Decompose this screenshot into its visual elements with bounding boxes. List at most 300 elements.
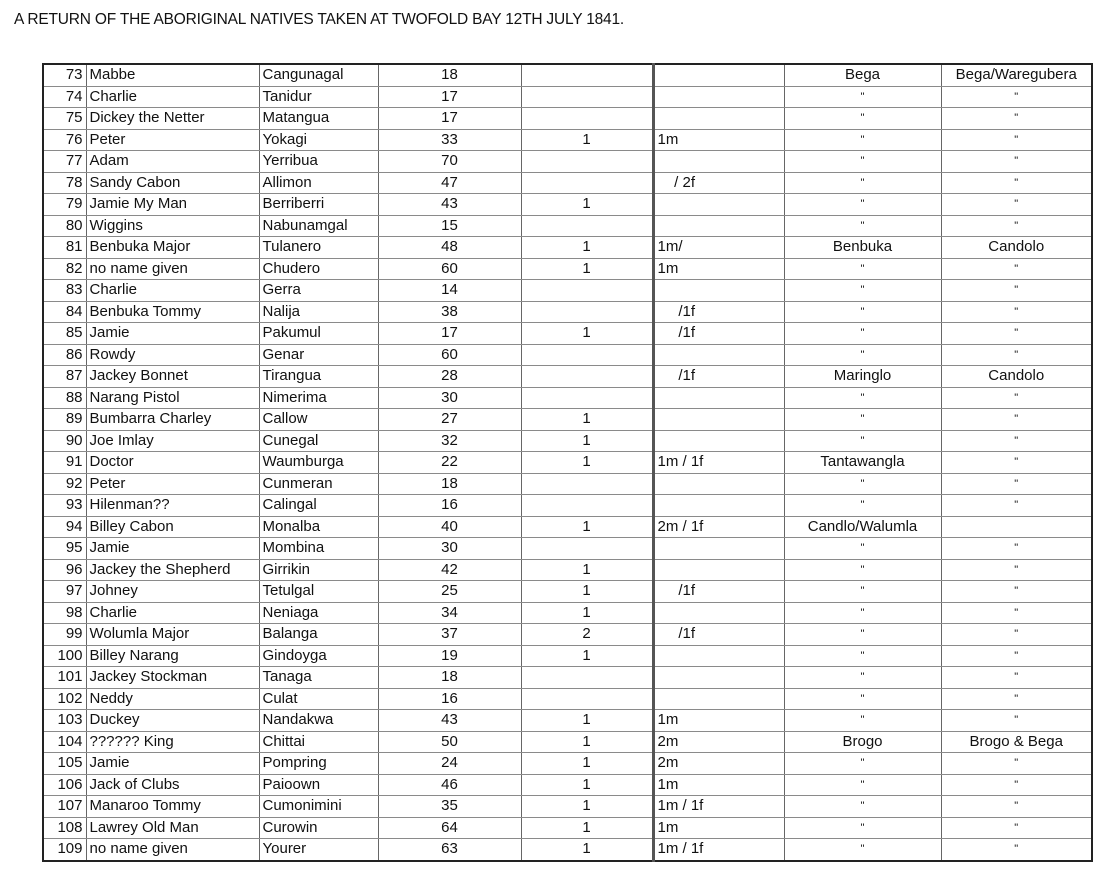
english-name-cell: Neddy [86, 688, 259, 710]
place-cell: " [784, 129, 941, 151]
entry-number-cell: 76 [43, 129, 86, 151]
table-row [43, 258, 1092, 280]
age-cell: 43 [378, 194, 521, 216]
age-cell: 25 [378, 581, 521, 603]
wives-cell [521, 64, 653, 86]
place-cell: " [784, 86, 941, 108]
entry-number-cell: 106 [43, 774, 86, 796]
entry-number-cell: 103 [43, 710, 86, 732]
english-name-cell: Charlie [86, 280, 259, 302]
table-row [43, 839, 1092, 861]
age-cell: 70 [378, 151, 521, 173]
native-name-cell: Genar [259, 344, 378, 366]
table-row [43, 344, 1092, 366]
wives-cell [521, 495, 653, 517]
age-cell: 14 [378, 280, 521, 302]
table-row [43, 753, 1092, 775]
district-cell: Bega/Waregubera [941, 64, 1092, 86]
age-cell: 46 [378, 774, 521, 796]
place-cell: " [784, 688, 941, 710]
wives-cell: 1 [521, 839, 653, 861]
wives-cell: 1 [521, 430, 653, 452]
english-name-cell: Jackey Stockman [86, 667, 259, 689]
native-name-cell: Tirangua [259, 366, 378, 388]
place-cell: " [784, 344, 941, 366]
entry-number-cell: 85 [43, 323, 86, 345]
wives-cell: 2 [521, 624, 653, 646]
children-cell: 1m/ [653, 237, 784, 259]
entry-number-cell: 88 [43, 387, 86, 409]
age-cell: 63 [378, 839, 521, 861]
page-title: A RETURN OF THE ABORIGINAL NATIVES TAKEN AT TWOFOLD BAY 12TH JULY 1841. [14, 11, 625, 28]
district-cell: " [941, 473, 1092, 495]
entry-number-cell: 101 [43, 667, 86, 689]
place-cell: " [784, 280, 941, 302]
english-name-cell: Duckey [86, 710, 259, 732]
entry-number-cell: 90 [43, 430, 86, 452]
wives-cell: 1 [521, 817, 653, 839]
wives-cell [521, 301, 653, 323]
children-cell [653, 215, 784, 237]
age-cell: 18 [378, 64, 521, 86]
age-cell: 28 [378, 366, 521, 388]
age-cell: 38 [378, 301, 521, 323]
children-cell: /1f [653, 366, 784, 388]
entry-number-cell: 74 [43, 86, 86, 108]
wives-cell: 1 [521, 323, 653, 345]
english-name-cell: ?????? King [86, 731, 259, 753]
place-cell: " [784, 796, 941, 818]
place-cell: " [784, 581, 941, 603]
age-cell: 32 [378, 430, 521, 452]
table-row [43, 280, 1092, 302]
place-cell: " [784, 301, 941, 323]
english-name-cell: Sandy Cabon [86, 172, 259, 194]
native-name-cell: Cunegal [259, 430, 378, 452]
children-cell: 1m [653, 129, 784, 151]
place-cell: " [784, 645, 941, 667]
wives-cell [521, 151, 653, 173]
age-cell: 24 [378, 753, 521, 775]
district-cell: Brogo & Bega [941, 731, 1092, 753]
table-row [43, 151, 1092, 173]
entry-number-cell: 99 [43, 624, 86, 646]
age-cell: 37 [378, 624, 521, 646]
entry-number-cell: 97 [43, 581, 86, 603]
place-cell: " [784, 559, 941, 581]
age-cell: 35 [378, 796, 521, 818]
native-name-cell: Paioown [259, 774, 378, 796]
english-name-cell: Benbuka Tommy [86, 301, 259, 323]
wives-cell [521, 108, 653, 130]
place-cell: " [784, 710, 941, 732]
place-cell: " [784, 151, 941, 173]
district-cell: " [941, 796, 1092, 818]
native-name-cell: Tulanero [259, 237, 378, 259]
entry-number-cell: 104 [43, 731, 86, 753]
age-cell: 50 [378, 731, 521, 753]
age-cell: 16 [378, 688, 521, 710]
english-name-cell: Doctor [86, 452, 259, 474]
wives-cell: 1 [521, 129, 653, 151]
english-name-cell: Manaroo Tommy [86, 796, 259, 818]
table-row [43, 237, 1092, 259]
entry-number-cell: 91 [43, 452, 86, 474]
table-row [43, 64, 1092, 86]
english-name-cell: Dickey the Netter [86, 108, 259, 130]
children-cell: 1m [653, 817, 784, 839]
native-name-cell: Chudero [259, 258, 378, 280]
age-cell: 15 [378, 215, 521, 237]
native-name-cell: Yourer [259, 839, 378, 861]
place-cell: " [784, 753, 941, 775]
wives-cell [521, 667, 653, 689]
age-cell: 64 [378, 817, 521, 839]
table-row [43, 710, 1092, 732]
age-cell: 17 [378, 323, 521, 345]
table-row [43, 387, 1092, 409]
table-row [43, 516, 1092, 538]
children-cell: 1m [653, 258, 784, 280]
district-cell: " [941, 387, 1092, 409]
children-cell: 1m [653, 710, 784, 732]
place-cell: " [784, 667, 941, 689]
entry-number-cell: 75 [43, 108, 86, 130]
native-name-cell: Allimon [259, 172, 378, 194]
english-name-cell: Jamie [86, 323, 259, 345]
place-cell: " [784, 495, 941, 517]
district-cell: " [941, 452, 1092, 474]
native-name-cell: Yerribua [259, 151, 378, 173]
children-cell [653, 86, 784, 108]
district-cell: " [941, 258, 1092, 280]
wives-cell [521, 344, 653, 366]
english-name-cell: Jackey Bonnet [86, 366, 259, 388]
native-name-cell: Tanidur [259, 86, 378, 108]
entry-number-cell: 81 [43, 237, 86, 259]
place-cell: " [784, 258, 941, 280]
entry-number-cell: 98 [43, 602, 86, 624]
place-cell: " [784, 538, 941, 560]
district-cell: " [941, 710, 1092, 732]
children-cell [653, 344, 784, 366]
wives-cell: 1 [521, 409, 653, 431]
age-cell: 16 [378, 495, 521, 517]
age-cell: 48 [378, 237, 521, 259]
english-name-cell: Jackey the Shepherd [86, 559, 259, 581]
native-name-cell: Pakumul [259, 323, 378, 345]
entry-number-cell: 92 [43, 473, 86, 495]
entry-number-cell: 108 [43, 817, 86, 839]
district-cell: " [941, 344, 1092, 366]
english-name-cell: Billey Narang [86, 645, 259, 667]
native-name-cell: Balanga [259, 624, 378, 646]
wives-cell [521, 280, 653, 302]
english-name-cell: Charlie [86, 602, 259, 624]
age-cell: 40 [378, 516, 521, 538]
native-name-cell: Gerra [259, 280, 378, 302]
native-name-cell: Girrikin [259, 559, 378, 581]
table-row [43, 215, 1092, 237]
table-row [43, 430, 1092, 452]
english-name-cell: Jamie [86, 753, 259, 775]
district-cell: " [941, 151, 1092, 173]
district-cell: " [941, 323, 1092, 345]
native-name-cell: Matangua [259, 108, 378, 130]
english-name-cell: Narang Pistol [86, 387, 259, 409]
entry-number-cell: 95 [43, 538, 86, 560]
table-row [43, 473, 1092, 495]
district-cell: " [941, 108, 1092, 130]
english-name-cell: Mabbe [86, 64, 259, 86]
english-name-cell: Bumbarra Charley [86, 409, 259, 431]
entry-number-cell: 78 [43, 172, 86, 194]
table-row [43, 194, 1092, 216]
wives-cell: 1 [521, 581, 653, 603]
age-cell: 30 [378, 538, 521, 560]
native-name-cell: Tanaga [259, 667, 378, 689]
native-name-cell: Waumburga [259, 452, 378, 474]
table-row [43, 108, 1092, 130]
age-cell: 33 [378, 129, 521, 151]
table-row [43, 409, 1092, 431]
entry-number-cell: 84 [43, 301, 86, 323]
place-cell: " [784, 430, 941, 452]
district-cell: " [941, 774, 1092, 796]
district-cell: " [941, 581, 1092, 603]
wives-cell: 1 [521, 796, 653, 818]
children-cell [653, 194, 784, 216]
district-cell: " [941, 538, 1092, 560]
table-row [43, 129, 1092, 151]
place-cell: " [784, 172, 941, 194]
table-row [43, 366, 1092, 388]
district-cell: " [941, 753, 1092, 775]
children-cell [653, 667, 784, 689]
district-cell: " [941, 129, 1092, 151]
children-cell [653, 473, 784, 495]
place-cell: " [784, 215, 941, 237]
table-row [43, 559, 1092, 581]
entry-number-cell: 93 [43, 495, 86, 517]
age-cell: 18 [378, 473, 521, 495]
english-name-cell: Joe Imlay [86, 430, 259, 452]
children-cell [653, 108, 784, 130]
table-row [43, 688, 1092, 710]
place-cell: Brogo [784, 731, 941, 753]
english-name-cell: Charlie [86, 86, 259, 108]
wives-cell [521, 366, 653, 388]
entry-number-cell: 89 [43, 409, 86, 431]
age-cell: 18 [378, 667, 521, 689]
table-row [43, 323, 1092, 345]
children-cell [653, 538, 784, 560]
age-cell: 43 [378, 710, 521, 732]
entry-number-cell: 100 [43, 645, 86, 667]
entry-number-cell: 96 [43, 559, 86, 581]
children-cell [653, 430, 784, 452]
entry-number-cell: 80 [43, 215, 86, 237]
table-row [43, 301, 1092, 323]
english-name-cell: Wolumla Major [86, 624, 259, 646]
native-name-cell: Chittai [259, 731, 378, 753]
entry-number-cell: 105 [43, 753, 86, 775]
age-cell: 47 [378, 172, 521, 194]
wives-cell: 1 [521, 194, 653, 216]
english-name-cell: Peter [86, 473, 259, 495]
children-cell: /1f [653, 301, 784, 323]
age-cell: 17 [378, 86, 521, 108]
place-cell: " [784, 774, 941, 796]
table-row [43, 731, 1092, 753]
children-cell: 1m / 1f [653, 796, 784, 818]
age-cell: 17 [378, 108, 521, 130]
wives-cell: 1 [521, 559, 653, 581]
children-cell: 2m [653, 753, 784, 775]
table-row [43, 817, 1092, 839]
district-cell: " [941, 602, 1092, 624]
table-row [43, 602, 1092, 624]
place-cell: " [784, 194, 941, 216]
english-name-cell: Johney [86, 581, 259, 603]
children-cell: 1m / 1f [653, 839, 784, 861]
native-name-cell: Nabunamgal [259, 215, 378, 237]
children-cell [653, 151, 784, 173]
place-cell: " [784, 624, 941, 646]
district-cell: " [941, 215, 1092, 237]
children-cell: 2m [653, 731, 784, 753]
district-cell: " [941, 688, 1092, 710]
native-name-cell: Gindoyga [259, 645, 378, 667]
table-row [43, 645, 1092, 667]
entry-number-cell: 94 [43, 516, 86, 538]
entry-number-cell: 79 [43, 194, 86, 216]
entry-number-cell: 109 [43, 839, 86, 861]
native-name-cell: Curowin [259, 817, 378, 839]
children-cell: 2m / 1f [653, 516, 784, 538]
entry-number-cell: 107 [43, 796, 86, 818]
district-cell: " [941, 645, 1092, 667]
wives-cell: 1 [521, 710, 653, 732]
district-cell: " [941, 409, 1092, 431]
children-cell [653, 409, 784, 431]
children-cell [653, 387, 784, 409]
entry-number-cell: 86 [43, 344, 86, 366]
age-cell: 30 [378, 387, 521, 409]
english-name-cell: Adam [86, 151, 259, 173]
children-cell: /1f [653, 624, 784, 646]
wives-cell: 1 [521, 516, 653, 538]
wives-cell [521, 688, 653, 710]
place-cell: Maringlo [784, 366, 941, 388]
english-name-cell: Hilenman?? [86, 495, 259, 517]
english-name-cell: Peter [86, 129, 259, 151]
native-name-cell: Tetulgal [259, 581, 378, 603]
native-name-cell: Callow [259, 409, 378, 431]
district-cell: " [941, 817, 1092, 839]
native-name-cell: Berriberri [259, 194, 378, 216]
district-cell: Candolo [941, 237, 1092, 259]
english-name-cell: Jamie [86, 538, 259, 560]
wives-cell: 1 [521, 774, 653, 796]
children-cell: / 2f [653, 172, 784, 194]
table-row [43, 624, 1092, 646]
place-cell: " [784, 817, 941, 839]
english-name-cell: Jamie My Man [86, 194, 259, 216]
table-row [43, 667, 1092, 689]
children-cell [653, 559, 784, 581]
entry-number-cell: 87 [43, 366, 86, 388]
wives-cell: 1 [521, 645, 653, 667]
english-name-cell: no name given [86, 258, 259, 280]
district-cell: " [941, 624, 1092, 646]
table-row [43, 774, 1092, 796]
native-name-cell: Neniaga [259, 602, 378, 624]
native-name-cell: Mombina [259, 538, 378, 560]
district-cell [941, 516, 1092, 538]
district-cell: " [941, 667, 1092, 689]
age-cell: 27 [378, 409, 521, 431]
district-cell: Candolo [941, 366, 1092, 388]
wives-cell: 1 [521, 258, 653, 280]
children-cell [653, 280, 784, 302]
native-name-cell: Pompring [259, 753, 378, 775]
district-cell: " [941, 301, 1092, 323]
english-name-cell: Jack of Clubs [86, 774, 259, 796]
native-name-cell: Culat [259, 688, 378, 710]
district-cell: " [941, 86, 1092, 108]
children-cell: /1f [653, 581, 784, 603]
wives-cell [521, 215, 653, 237]
entry-number-cell: 83 [43, 280, 86, 302]
english-name-cell: no name given [86, 839, 259, 861]
english-name-cell: Rowdy [86, 344, 259, 366]
place-cell: Bega [784, 64, 941, 86]
native-name-cell: Nalija [259, 301, 378, 323]
wives-cell: 1 [521, 753, 653, 775]
table-row [43, 86, 1092, 108]
district-cell: " [941, 495, 1092, 517]
place-cell: " [784, 387, 941, 409]
place-cell: Benbuka [784, 237, 941, 259]
children-cell: /1f [653, 323, 784, 345]
age-cell: 42 [378, 559, 521, 581]
entry-number-cell: 77 [43, 151, 86, 173]
native-name-cell: Nimerima [259, 387, 378, 409]
district-cell: " [941, 194, 1092, 216]
table-row [43, 538, 1092, 560]
age-cell: 19 [378, 645, 521, 667]
wives-cell [521, 387, 653, 409]
district-cell: " [941, 280, 1092, 302]
entry-number-cell: 73 [43, 64, 86, 86]
table-row [43, 796, 1092, 818]
wives-cell: 1 [521, 237, 653, 259]
wives-cell: 1 [521, 602, 653, 624]
district-cell: " [941, 430, 1092, 452]
table-row [43, 452, 1092, 474]
children-cell [653, 64, 784, 86]
native-name-cell: Cumonimini [259, 796, 378, 818]
district-cell: " [941, 172, 1092, 194]
entry-number-cell: 82 [43, 258, 86, 280]
wives-cell [521, 473, 653, 495]
wives-cell: 1 [521, 731, 653, 753]
place-cell: Tantawangla [784, 452, 941, 474]
native-name-cell: Nandakwa [259, 710, 378, 732]
age-cell: 22 [378, 452, 521, 474]
children-cell: 1m [653, 774, 784, 796]
